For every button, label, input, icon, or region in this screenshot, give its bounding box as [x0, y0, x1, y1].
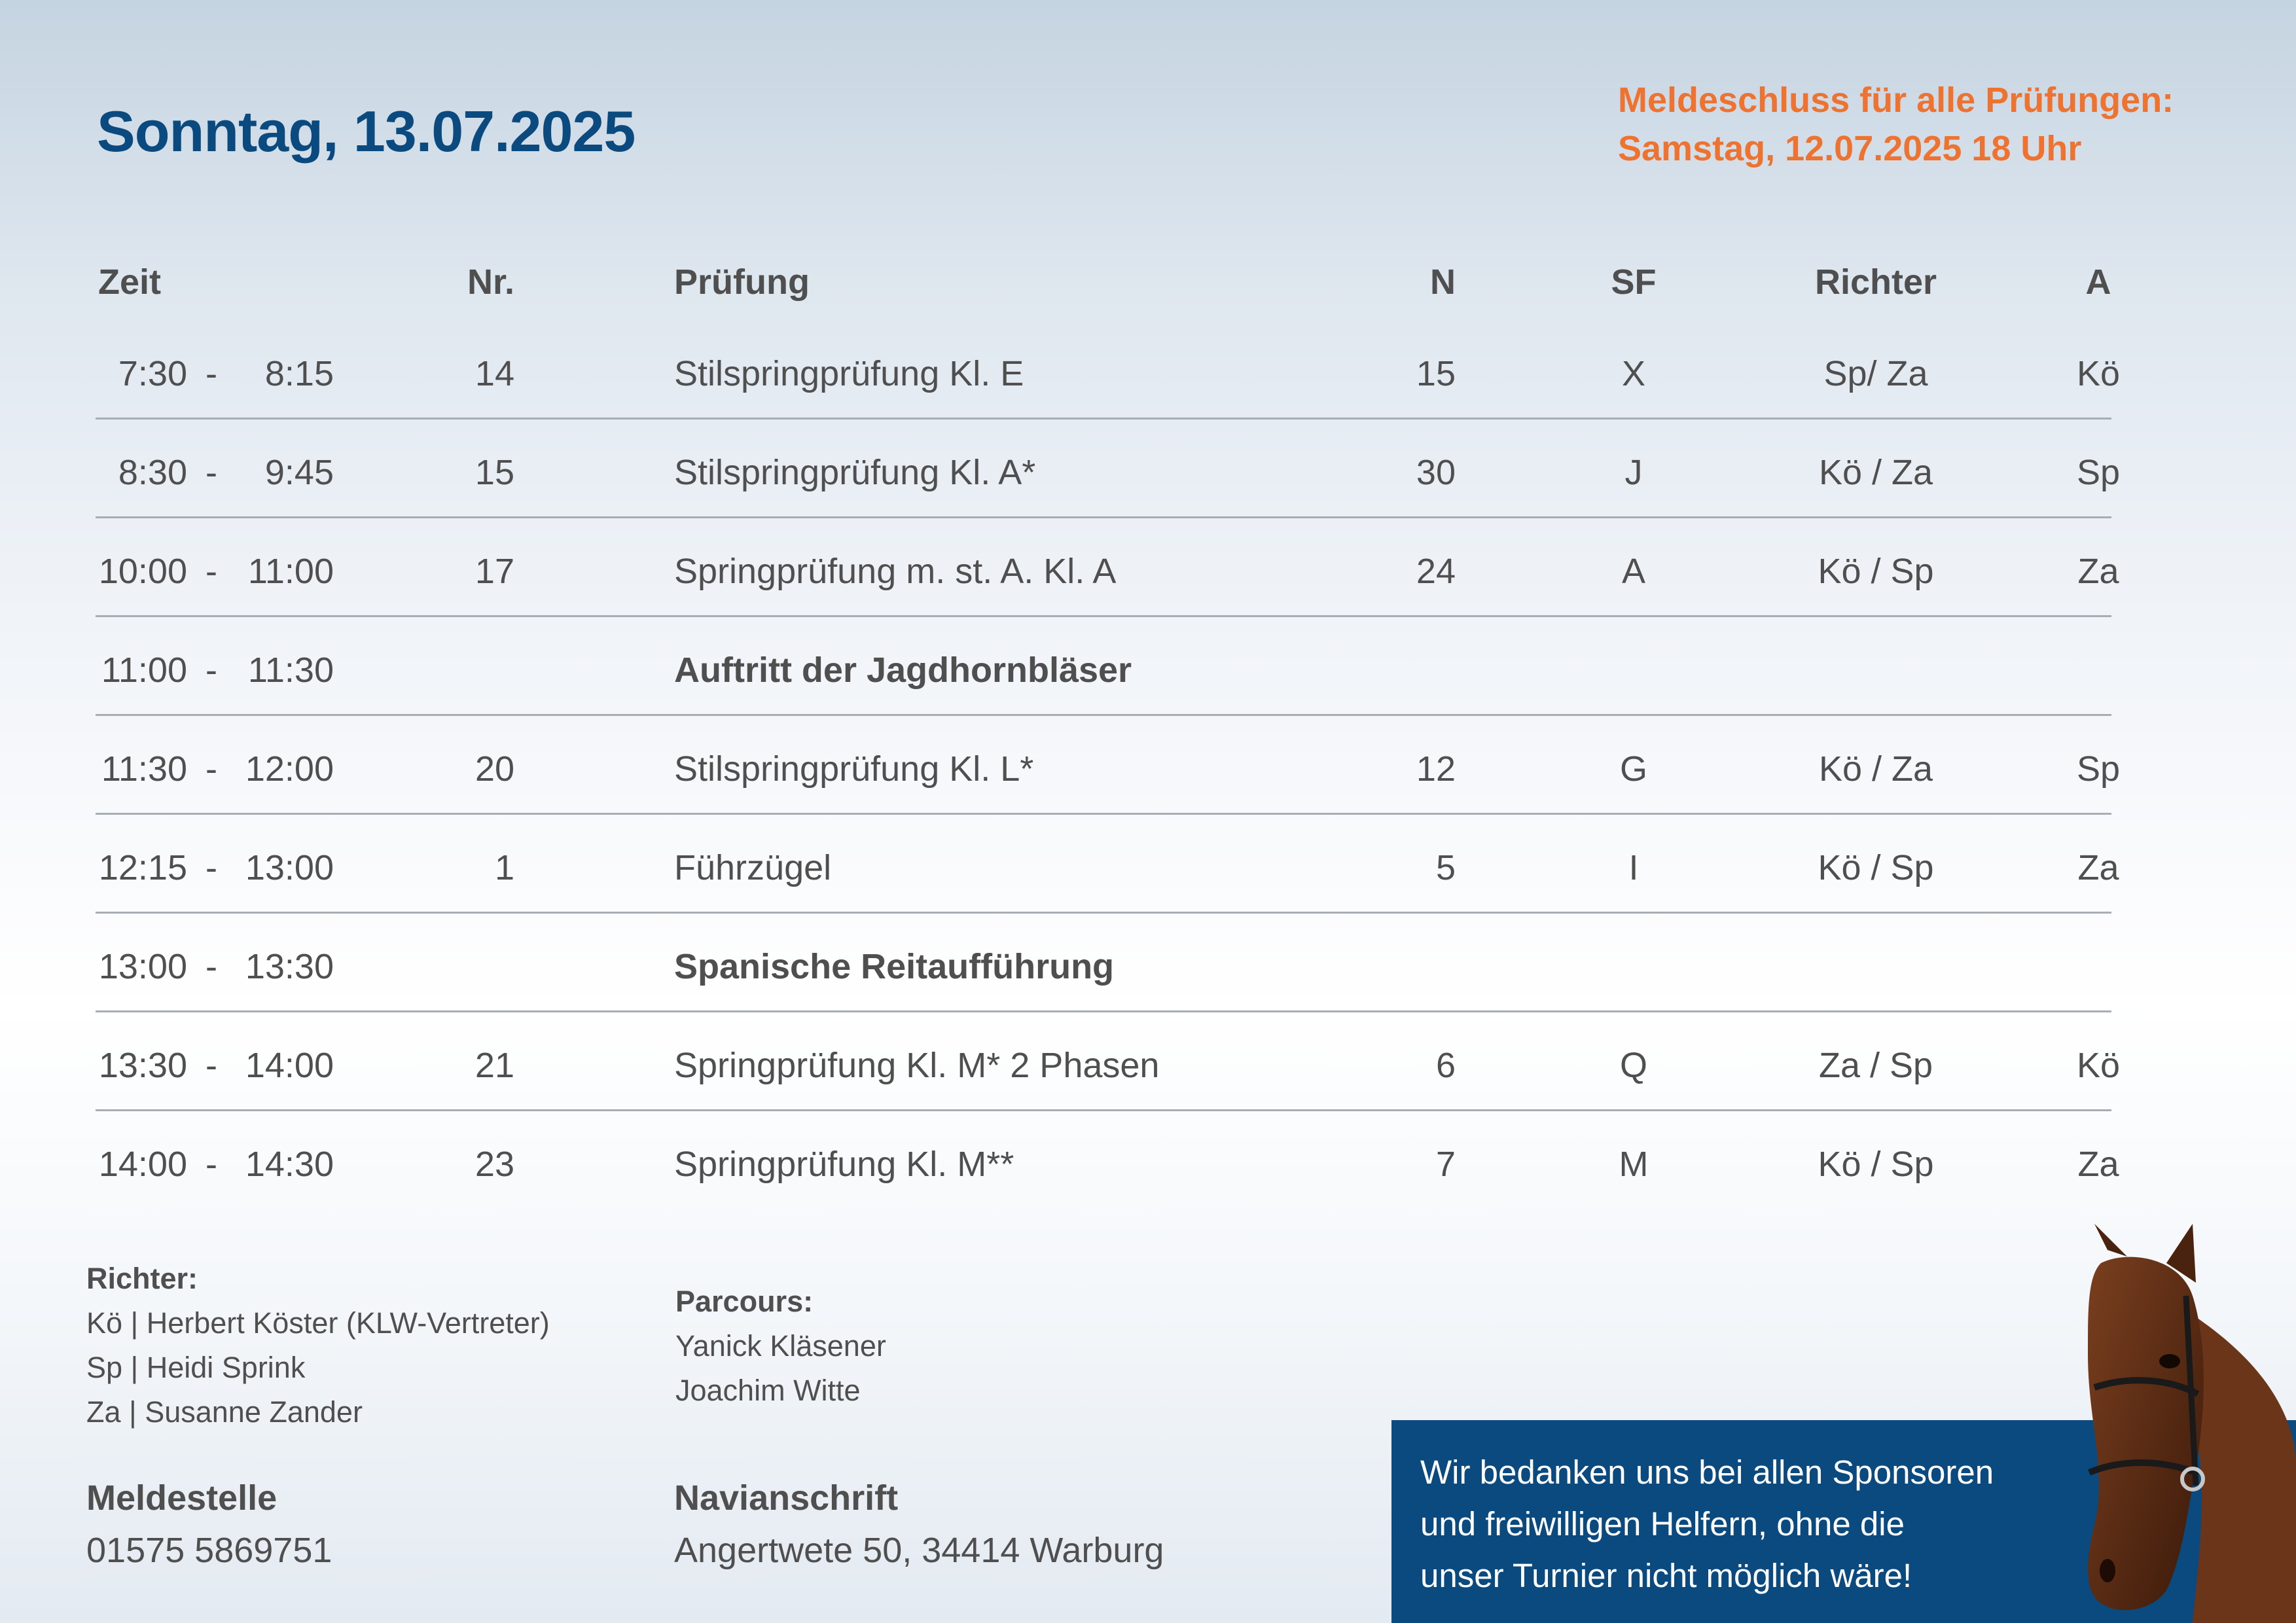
end-time: 9:45 — [264, 453, 334, 492]
parcours-heading: Parcours: — [675, 1285, 814, 1318]
header-competition: Prüfung — [674, 262, 810, 302]
header-judges: Richter — [1814, 262, 1937, 302]
competition-number: 20 — [475, 749, 514, 789]
table-row — [96, 914, 2111, 1012]
judges-heading: Richter: — [86, 1262, 198, 1295]
sf-value: A — [1621, 552, 1646, 591]
start-time: 8:30 — [118, 453, 187, 492]
time-separator: - — [206, 453, 217, 492]
a-value: Kö — [2076, 354, 2121, 393]
end-time: 13:30 — [245, 947, 334, 986]
table-row — [96, 815, 2119, 914]
thanks-line-3: unser Turnier nicht möglich wäre! — [1420, 1557, 1912, 1594]
start-time: 14:00 — [98, 1145, 187, 1184]
sf-value: Q — [1619, 1046, 1647, 1085]
time-separator: - — [206, 1145, 217, 1184]
a-value: Za — [2077, 552, 2119, 591]
horse-head-image — [2081, 1224, 2296, 1623]
start-time: 10:00 — [98, 552, 187, 591]
a-value: Za — [2077, 1145, 2119, 1184]
header-number: Nr. — [467, 262, 514, 302]
deadline-line-2: Samstag, 12.07.2025 18 Uhr — [1618, 129, 2082, 168]
header-time: Zeit — [98, 262, 162, 302]
judge-entry: Kö | Herbert Köster (KLW-Vertreter) — [86, 1306, 550, 1340]
a-value: Sp — [2076, 749, 2121, 789]
table-row — [96, 1012, 2121, 1111]
competition-name: Springprüfung m. st. A. Kl. A — [674, 552, 1117, 591]
sf-value: X — [1621, 354, 1646, 393]
table-row — [96, 321, 2121, 419]
start-time: 7:30 — [118, 354, 187, 393]
competition-name: Stilspringprüfung Kl. A* — [674, 453, 1036, 492]
table-row — [96, 518, 2119, 617]
registration-office-heading: Meldestelle — [86, 1478, 278, 1518]
time-separator: - — [206, 354, 217, 393]
n-value: 24 — [1416, 552, 1456, 591]
competition-number: 23 — [475, 1145, 514, 1184]
judges-value: Kö / Za — [1818, 453, 1933, 492]
sf-value: I — [1628, 848, 1639, 887]
end-time: 8:15 — [264, 354, 334, 393]
n-value: 5 — [1435, 848, 1456, 887]
a-value: Za — [2077, 848, 2119, 887]
competition-name: Springprüfung Kl. M* 2 Phasen — [674, 1046, 1160, 1085]
end-time: 11:30 — [247, 651, 334, 690]
competition-number: 21 — [475, 1046, 514, 1085]
end-time: 14:00 — [245, 1046, 334, 1085]
end-time: 13:00 — [245, 848, 334, 887]
competition-number: 17 — [475, 552, 514, 591]
header-a: A — [2085, 262, 2111, 302]
sf-value: J — [1624, 453, 1643, 492]
registration-deadline — [1618, 76, 2174, 173]
a-value: Sp — [2076, 453, 2121, 492]
start-time: 11:00 — [101, 651, 187, 690]
course-designers — [675, 1279, 886, 1413]
n-value: 7 — [1435, 1145, 1456, 1184]
n-value: 12 — [1416, 749, 1456, 789]
competition-number: 14 — [475, 354, 514, 393]
time-separator: - — [206, 552, 217, 591]
thanks-line-2: und freiwilligen Helfern, ohne die — [1420, 1505, 1905, 1543]
competition-name: Stilspringprüfung Kl. E — [674, 354, 1024, 393]
parcours-entry: Yanick Kläsener — [675, 1329, 886, 1363]
table-row — [96, 716, 2121, 815]
table-header — [96, 249, 2111, 321]
time-separator: - — [206, 651, 217, 690]
judges-value: Kö / Za — [1818, 749, 1933, 789]
competition-number: 1 — [494, 848, 514, 887]
time-separator: - — [206, 848, 217, 887]
judges-value: Kö / Sp — [1818, 848, 1934, 887]
event-name: Auftritt der Jagdhornbläser — [674, 651, 1132, 690]
event-name: Spanische Reitaufführung — [674, 947, 1115, 986]
competition-name: Stilspringprüfung Kl. L* — [674, 749, 1034, 789]
competition-name: Springprüfung Kl. M** — [674, 1145, 1014, 1184]
navigation-address-heading: Navianschrift — [674, 1478, 899, 1518]
deadline-line-1: Meldeschluss für alle Prüfungen: — [1618, 80, 2174, 120]
end-time: 14:30 — [245, 1145, 334, 1184]
competition-name: Führzügel — [674, 848, 832, 887]
table-row — [96, 617, 2111, 716]
registration-office — [86, 1478, 332, 1571]
table-row — [96, 419, 2121, 518]
start-time: 13:00 — [98, 947, 187, 986]
start-time: 11:30 — [101, 749, 187, 789]
competition-number: 15 — [475, 453, 514, 492]
registration-office-phone: 01575 5869751 — [86, 1531, 332, 1570]
header-sf: SF — [1611, 262, 1657, 302]
time-separator: - — [206, 749, 217, 789]
table-row — [96, 1111, 2119, 1210]
judges-value: Kö / Sp — [1818, 1145, 1934, 1184]
sf-value: G — [1619, 749, 1647, 789]
end-time: 12:00 — [245, 749, 334, 789]
end-time: 11:00 — [247, 552, 334, 591]
a-value: Kö — [2076, 1046, 2121, 1085]
n-value: 15 — [1416, 354, 1456, 393]
thanks-line-1: Wir bedanken uns bei allen Sponsoren — [1420, 1454, 1994, 1491]
judge-entry: Za | Susanne Zander — [86, 1395, 363, 1429]
judges-value: Kö / Sp — [1818, 552, 1934, 591]
time-separator: - — [206, 1046, 217, 1085]
time-separator: - — [206, 947, 217, 986]
parcours-entry: Joachim Witte — [675, 1374, 861, 1407]
navigation-address-value: Angertwete 50, 34414 Warburg — [674, 1531, 1164, 1570]
start-time: 13:30 — [98, 1046, 187, 1085]
judge-entry: Sp | Heidi Sprink — [86, 1351, 306, 1384]
start-time: 12:15 — [98, 848, 187, 887]
judges-value: Sp/ Za — [1823, 354, 1928, 393]
n-value: 6 — [1435, 1046, 1456, 1085]
page-title: Sonntag, 13.07.2025 — [97, 99, 636, 164]
header-n: N — [1430, 262, 1456, 302]
navigation-address — [674, 1478, 1164, 1571]
n-value: 30 — [1416, 453, 1456, 492]
judges-legend — [86, 1257, 550, 1435]
judges-value: Za / Sp — [1818, 1046, 1933, 1085]
sf-value: M — [1619, 1145, 1649, 1184]
schedule-table — [96, 249, 2121, 1210]
